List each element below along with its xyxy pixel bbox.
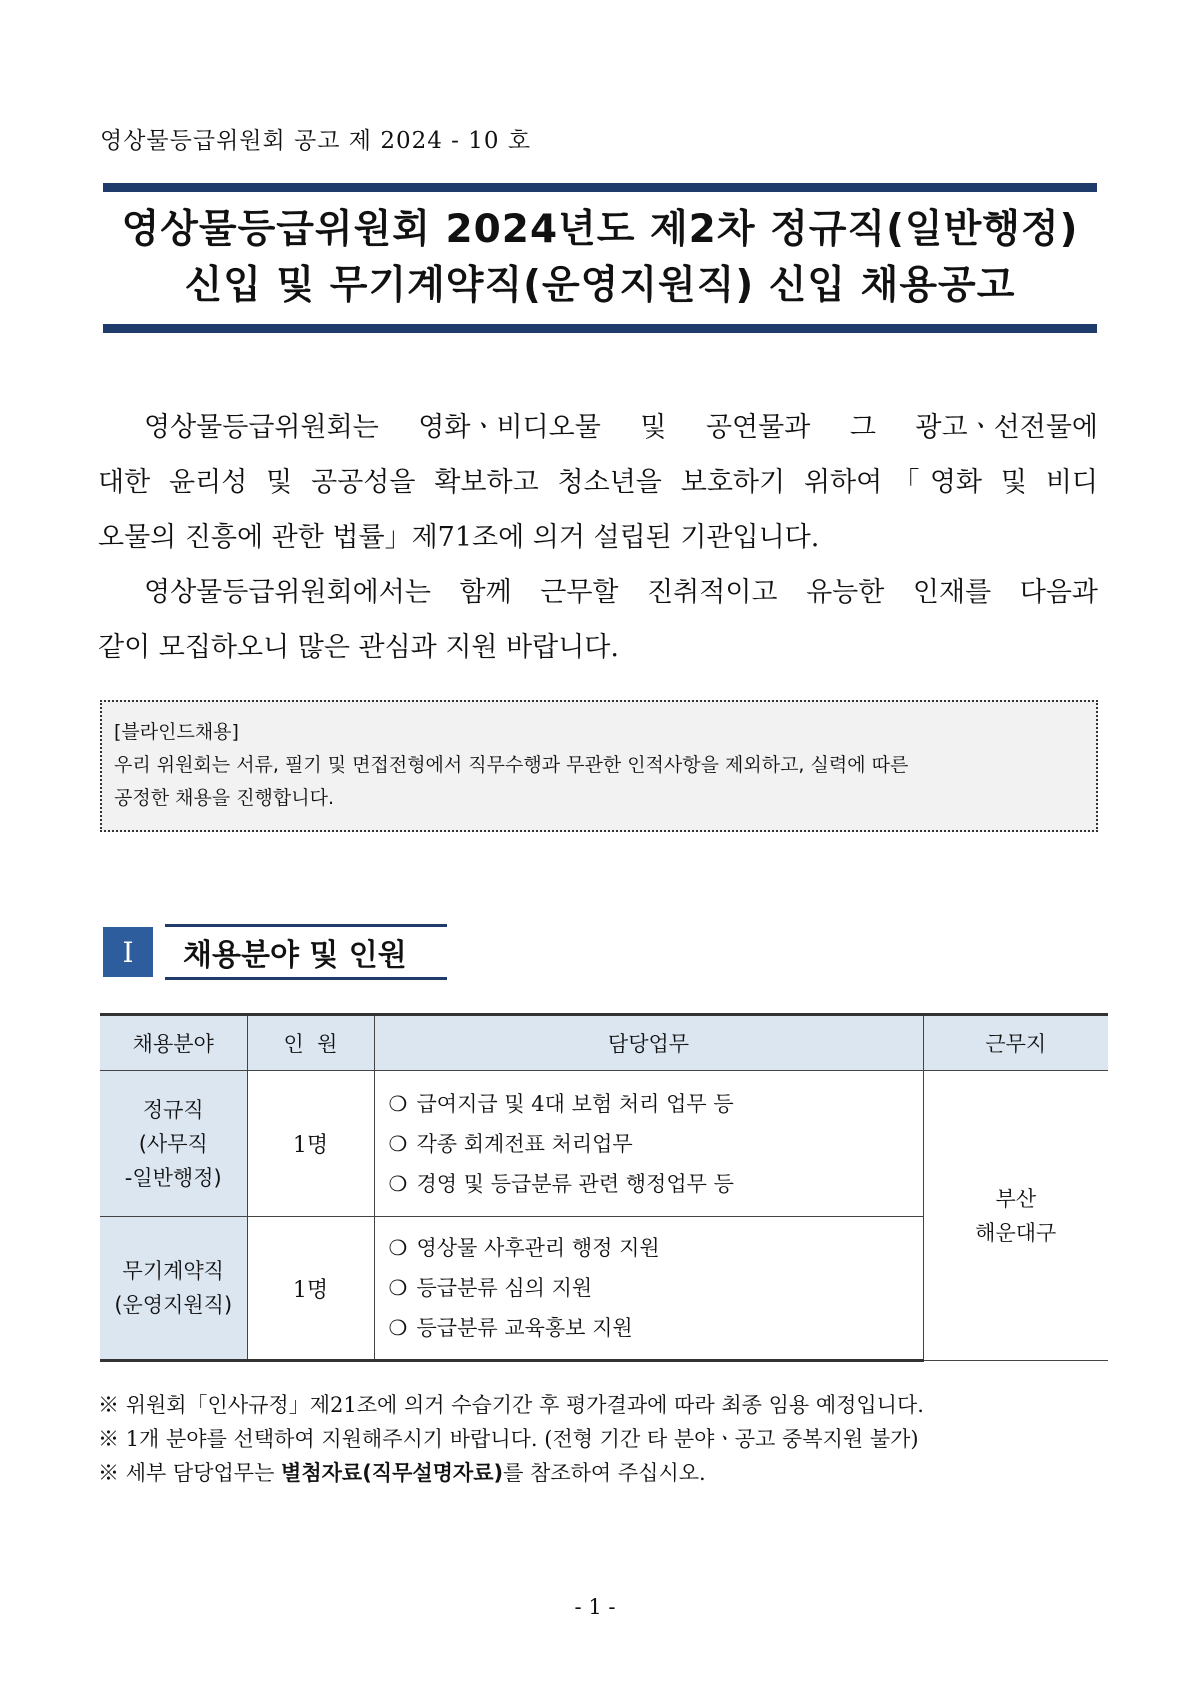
duty-text: 등급분류 교육홍보 지원 xyxy=(416,1316,633,1340)
section-title: 채용분야 및 인원 xyxy=(165,924,447,980)
place-cell xyxy=(923,1071,1108,1361)
duty-item xyxy=(389,1124,922,1164)
duties-cell xyxy=(374,1071,923,1217)
count-cell: 1명 xyxy=(247,1071,374,1217)
note-text: 세부 담당업무는 xyxy=(125,1461,282,1485)
blind-heading: [블라인드채용] xyxy=(114,721,239,743)
duty-text: 등급분류 심의 지원 xyxy=(416,1276,593,1300)
field-cell xyxy=(100,1217,247,1361)
circle-bullet-icon: ❍ xyxy=(388,1131,408,1156)
field-line: -일반행정) xyxy=(124,1165,222,1190)
duty-item xyxy=(389,1084,922,1124)
duty-item xyxy=(389,1268,922,1308)
duty-item xyxy=(389,1308,922,1348)
attachment-reference: 별첨자료(직무설명자료) xyxy=(281,1461,504,1485)
notes xyxy=(98,1388,924,1490)
recruitment-table xyxy=(100,1013,1108,1362)
blind-line-1: 우리 위원회는 서류, 필기 및 면접전형에서 직무수행과 무관한 인적사항을 제외하고, 실력에 따른 xyxy=(114,754,909,776)
duty-text: 경영 및 등급분류 관련 행정업무 등 xyxy=(416,1171,734,1196)
table-row xyxy=(100,1071,1108,1217)
note-1 xyxy=(98,1388,924,1422)
place-line: 해운대구 xyxy=(975,1220,1057,1245)
section-number: Ⅰ xyxy=(103,927,153,977)
circle-bullet-icon: ❍ xyxy=(388,1091,408,1116)
header-place: 근무지 xyxy=(923,1015,1108,1071)
duty-text: 급여지급 및 4대 보험 처리 업무 등 xyxy=(416,1091,734,1116)
title-line-1: 영상물등급위원회 2024년도 제2차 정규직(일반행정) xyxy=(121,207,1079,252)
note-3 xyxy=(98,1456,924,1490)
reference-mark-icon: ※ xyxy=(98,1461,119,1485)
field-line: (사무직 xyxy=(138,1131,208,1156)
duty-text: 각종 회계전표 처리업무 xyxy=(416,1131,633,1156)
circle-bullet-icon: ❍ xyxy=(388,1316,408,1340)
section-header xyxy=(103,924,447,980)
notice-number: 영상물등급위원회 공고 제 2024 - 10 호 xyxy=(100,128,532,154)
reference-mark-icon: ※ xyxy=(98,1393,119,1417)
note-text: 를 참조하여 주십시오. xyxy=(503,1461,706,1485)
duty-item xyxy=(389,1164,922,1204)
title-line-2: 신입 및 무기계약직(운영지원직) 신입 채용공고 xyxy=(184,263,1016,308)
field-line: 무기계약직 xyxy=(122,1259,224,1283)
header-duties: 담당업무 xyxy=(374,1015,923,1071)
note-text: 위원회「인사규정」제21조에 의거 수습기간 후 평가결과에 따라 최종 임용 예정입니다. xyxy=(125,1393,924,1417)
note-text: 1개 분야를 선택하여 지원해주시기 바랍니다. (전형 기간 타 분야ㆍ공고 중복지원 불가) xyxy=(125,1427,919,1451)
circle-bullet-icon: ❍ xyxy=(388,1276,408,1300)
intro-text xyxy=(98,400,1098,675)
intro-p1-line2: 대한 윤리성 및 공공성을 확보하고 청소년을 보호하기 위하여「영화 및 비디 xyxy=(98,467,1098,498)
duty-item xyxy=(389,1228,922,1268)
intro-p1-line1: 영상물등급위원회는 영화ㆍ비디오물 및 공연물과 그 광고ㆍ선전물에 xyxy=(144,412,1098,443)
header-field: 채용분야 xyxy=(100,1015,247,1071)
intro-p2-line2: 같이 모집하오니 많은 관심과 지원 바랍니다. xyxy=(98,632,619,663)
title-box xyxy=(103,183,1097,333)
duty-text: 영상물 사후관리 행정 지원 xyxy=(416,1236,660,1260)
intro-p2-line1: 영상물등급위원회에서는 함께 근무할 진취적이고 유능한 인재를 다음과 xyxy=(144,577,1098,608)
header-count: 인 원 xyxy=(247,1015,374,1071)
circle-bullet-icon: ❍ xyxy=(388,1171,408,1196)
circle-bullet-icon: ❍ xyxy=(388,1236,408,1260)
intro-p1-line3: 오물의 진흥에 관한 법률」제71조에 의거 설립된 기관입니다. xyxy=(98,522,820,553)
field-cell xyxy=(100,1071,247,1217)
blind-recruitment-box xyxy=(100,700,1098,832)
blind-line-2: 공정한 채용을 진행합니다. xyxy=(114,787,335,809)
field-line: (운영지원직) xyxy=(114,1293,233,1317)
reference-mark-icon: ※ xyxy=(98,1427,119,1451)
page-number: - 1 - xyxy=(574,1595,616,1619)
duties-cell xyxy=(374,1217,923,1361)
field-line: 정규직 xyxy=(142,1097,204,1122)
place-line: 부산 xyxy=(995,1186,1037,1211)
table-header-row xyxy=(100,1015,1108,1071)
note-2 xyxy=(98,1422,924,1456)
count-cell: 1명 xyxy=(247,1217,374,1361)
